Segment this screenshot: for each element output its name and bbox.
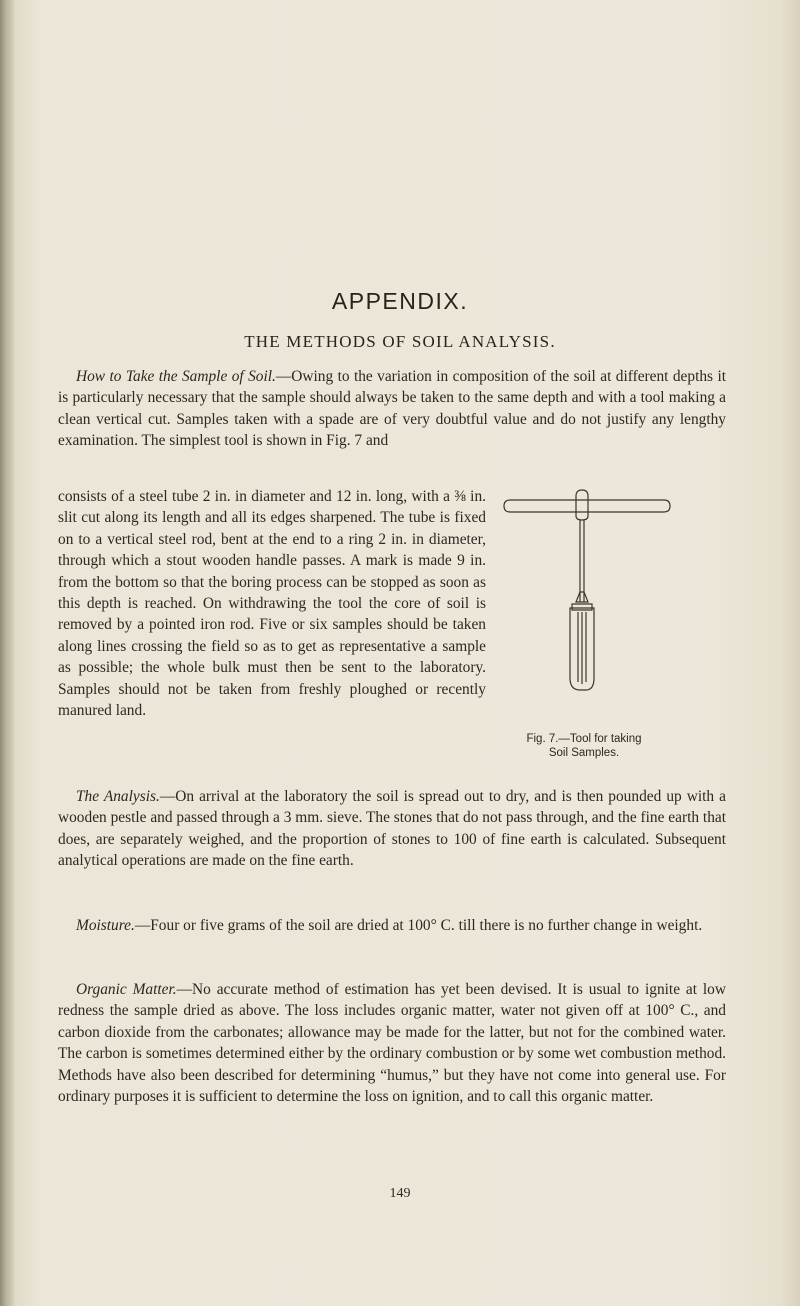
- paragraph-analysis-body: —On arrival at the laboratory the soil is spread out to dry, and is then pounded up with a wooden pestle and passed through a 3 mm. sieve. The stones that do not pass through, and the fine earth that does, are separately weighed, and the proportion of stones to 100 of fine earth is calculated. Subsequent analytical operations are made on the fine earth.: [58, 788, 726, 870]
- paragraph-sample-intro: [58, 366, 726, 452]
- section-title-analysis: The Analysis.: [76, 788, 160, 805]
- chapter-title: THE METHODS OF SOIL ANALYSIS.: [244, 332, 556, 351]
- paragraph-organic-matter: [58, 979, 726, 1107]
- page-binding-edge: [0, 0, 14, 1306]
- paragraph-moisture-body: —Four or five grams of the soil are dried at 100° C. till there is no further change in weight.: [134, 917, 703, 934]
- paragraph-analysis: [58, 786, 726, 872]
- figure-caption-line-2: Soil Samples.: [548, 747, 620, 759]
- paragraph-organic-matter-body: —No accurate method of estimation has yet been devised. It is usual to ignite at low redness the sample dried as above. The loss includes organic matter, water not given off at 100° C., and carbon dioxide from the carbonates; allowance may be made for the latter, but not for the combined water. The carbon is sometimes determined either by the ordinary combustion or by some wet combustion method. Methods have also been described for determining “humus,” but they have not come into general use. For ordinary purposes it is sufficient to determine the loss on ignition, and to call this organic matter.: [58, 981, 726, 1106]
- tool-handle: [504, 500, 670, 512]
- tool-collar: [576, 592, 588, 602]
- section-title-sample: How to Take the Sample of Soil.: [76, 368, 276, 385]
- paragraph-sample-wrapped: consists of a steel tube 2 in. in diameter and 12 in. long, with a ⅜ in. slit cut along its length and all its edges sharpened. The tube is fixed on to a vertical steel rod, bent at the end to a ring 2 in. in diameter, through which a stout wooden handle passes. A mark is made 9 in. from the bottom so that the boring process can be stopped as soon as this depth is reached. On withdrawing the tool the core of soil is removed by a pointed iron rod. Five or six samples should be taken along lines crossing the field so as to get as representative a sample as possible; the whole bulk must then be sent to the laboratory. Samples should not be taken from freshly ploughed or recently manured land.: [58, 488, 486, 720]
- figure-caption-line-1: Fig. 7.—Tool for taking: [526, 733, 642, 745]
- paragraph-moisture: [58, 915, 726, 936]
- paragraph-sample-lead: —Owing to the variation in composition of the soil at different depths it is particularly necessary that the sample should always be taken to the same depth and with a tool making a clean vertical cut. Samples taken with a spade are of very doubtful value and do not justify any lengthy examination. The simplest tool is shown in Fig. 7 and: [58, 368, 726, 450]
- figure-caption: [494, 732, 674, 760]
- section-title-moisture: Moisture.: [76, 917, 135, 934]
- section-title-organic-matter: Organic Matter.: [76, 981, 177, 998]
- page-number: 149: [389, 1186, 411, 1201]
- appendix-heading: APPENDIX.: [331, 288, 469, 314]
- soil-sampling-tool-figure: [492, 484, 672, 698]
- tool-ring: [576, 490, 588, 520]
